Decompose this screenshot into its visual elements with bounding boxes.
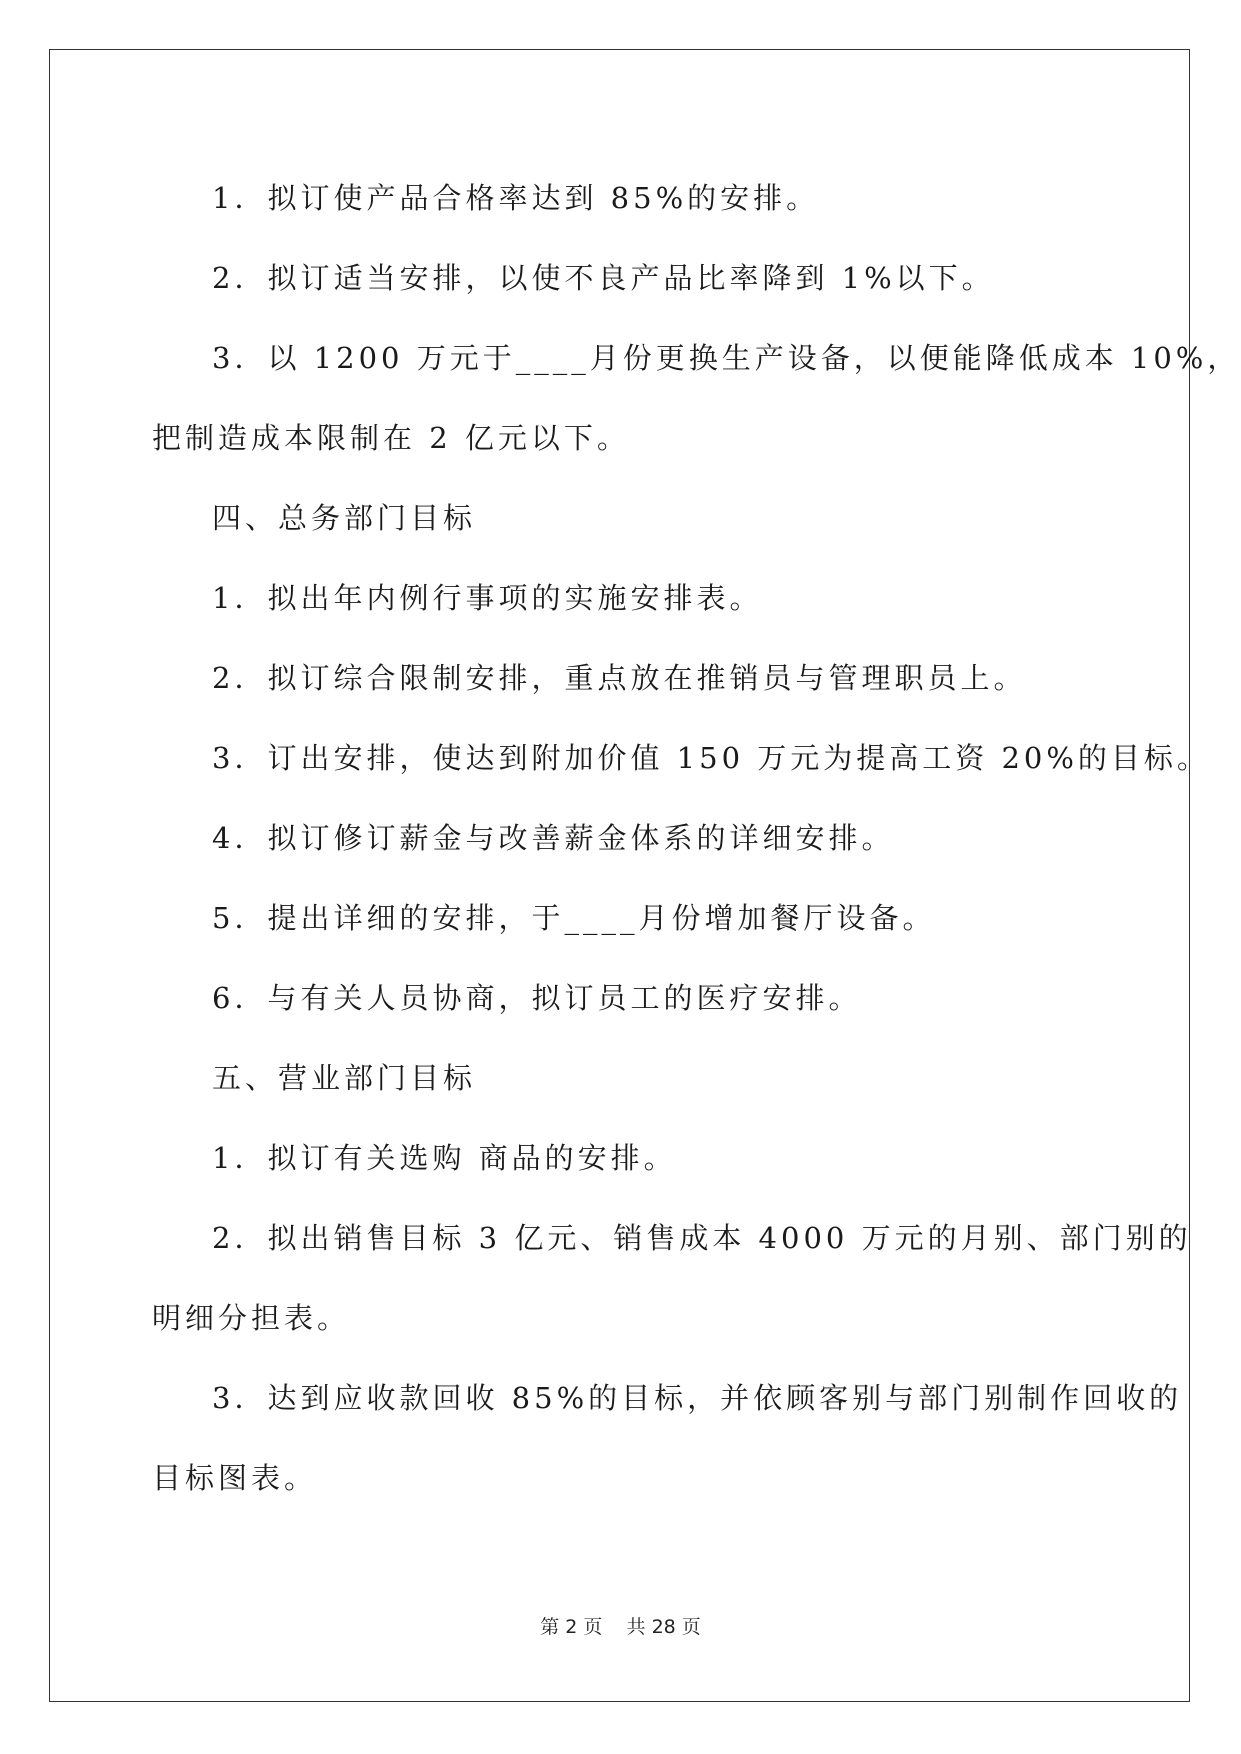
paragraph-line: 2．拟订综合限制安排，重点放在推销员与管理职员上。 — [212, 661, 1027, 695]
paragraph-line: 6．与有关人员协商，拟订员工的医疗安排。 — [212, 981, 862, 1015]
document-body — [152, 158, 1241, 1518]
paragraph-line: 4．拟订修订薪金与改善薪金体系的详细安排。 — [212, 821, 895, 855]
page-number: 第 2 页 共 28 页 — [540, 1616, 701, 1638]
paragraph-line: 1．拟订使产品合格率达到 85%的安排。 — [212, 181, 820, 215]
paragraph-line: 1．拟订有关选购 商品的安排。 — [212, 1141, 677, 1175]
paragraph-line: 1．拟出年内例行事项的实施安排表。 — [212, 581, 763, 615]
paragraph-line: 5．提出详细的安排，于____月份增加餐厅设备。 — [212, 901, 936, 935]
paragraph-line: 3．以 1200 万元于____月份更换生产设备，以便能降低成本 10%， — [212, 341, 1241, 375]
paragraph-line: 3．订出安排，使达到附加价值 150 万元为提高工资 20%的目标。 — [212, 741, 1210, 775]
paragraph-line: 2．拟出销售目标 3 亿元、销售成本 4000 万元的月别、部门别的 — [212, 1221, 1192, 1255]
paragraph-line: 明细分担表。 — [152, 1301, 351, 1335]
paragraph-line: 2．拟订适当安排，以使不良产品比率降到 1%以下。 — [212, 261, 995, 295]
paragraph-line: 目标图表。 — [152, 1461, 318, 1495]
paragraph-line: 3．达到应收款回收 85%的目标，并依顾客别与部门别制作回收的 — [212, 1381, 1183, 1415]
section-heading: 五、营业部门目标 — [212, 1061, 477, 1095]
page-footer — [0, 1612, 1241, 1639]
section-heading: 四、总务部门目标 — [212, 501, 477, 535]
paragraph-line: 把制造成本限制在 2 亿元以下。 — [152, 421, 630, 455]
